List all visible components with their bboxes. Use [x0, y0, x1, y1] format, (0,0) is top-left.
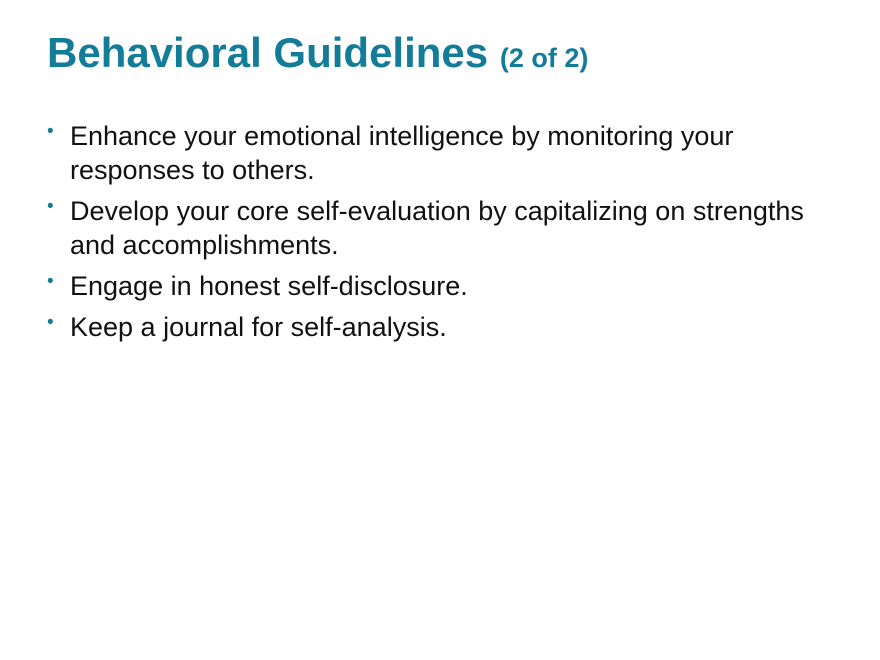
bullet-item — [47, 269, 837, 303]
bullet-text: Develop your core self-evaluation by capitalizing on strengths and accomplishments. — [70, 196, 804, 260]
bullet-dot-icon: • — [47, 271, 54, 292]
bullet-item — [47, 194, 837, 262]
slide-title-text: Behavioral Guidelines — [47, 29, 489, 76]
slide-title — [47, 27, 588, 84]
bullet-text: Keep a journal for self-analysis. — [70, 312, 447, 342]
bullet-dot-icon: • — [47, 196, 54, 217]
slide-title-suffix: (2 of 2) — [499, 43, 589, 73]
bullet-item — [47, 119, 837, 187]
bullet-dot-icon: • — [47, 121, 54, 142]
bullet-item — [47, 310, 837, 344]
bullet-dot-icon: • — [47, 312, 54, 333]
bullet-text: Enhance your emotional intelligence by monitoring your responses to others. — [70, 121, 734, 185]
bullet-text: Engage in honest self-disclosure. — [70, 271, 468, 301]
bullet-list — [47, 119, 837, 351]
